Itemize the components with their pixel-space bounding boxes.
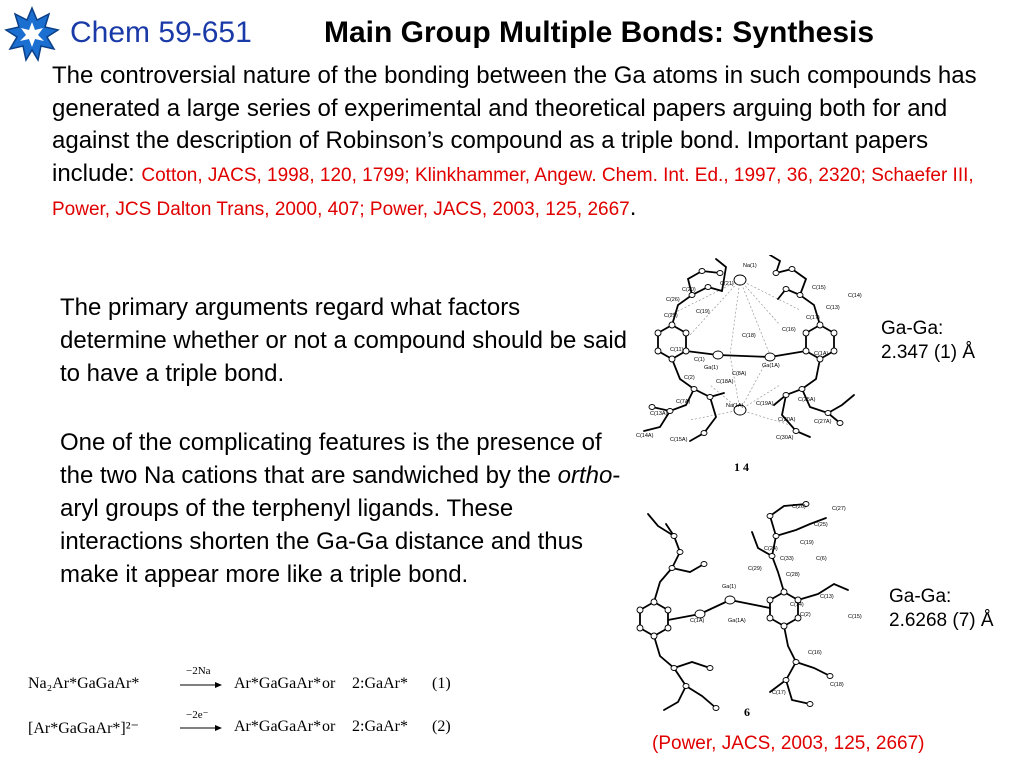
atom-label: C(17) <box>806 315 820 321</box>
reactant: Na₂Ar*GaGaAr* <box>28 675 140 692</box>
atom-label: C(28) <box>786 572 800 578</box>
ga-ga-caption-1 <box>881 317 975 365</box>
atom-label: C(33) <box>780 556 794 562</box>
atom-label: C(29) <box>748 566 762 572</box>
atom-label: C(30A) <box>776 435 794 441</box>
equation-number: (2) <box>432 718 451 735</box>
or-text: or <box>322 675 336 692</box>
atom-label: C(1) <box>694 357 705 363</box>
atom-label: C(26) <box>792 504 806 510</box>
caption-line: Ga-Ga: <box>881 318 944 339</box>
reaction-arrow-icon <box>180 665 222 695</box>
atom-label: C(27) <box>832 506 846 512</box>
atom-label: C(14) <box>848 293 862 299</box>
atom-label: C(1A) <box>690 618 705 624</box>
intro-text: The controversial nature of the bonding between the Ga atoms in such compounds has generated a large series of experimental and theoretical papers arguing both for and against the description of Robinson’s compound as a triple bond. Important papers include: <box>52 62 977 187</box>
intro-paragraph <box>52 60 982 227</box>
atom-label: C(21) <box>720 281 734 287</box>
atom-label: C(25A) <box>798 397 816 403</box>
slide-title: Main Group Multiple Bonds: Synthesis <box>324 16 875 49</box>
atom-label: C(16) <box>808 650 822 656</box>
crystal-structure-14 <box>630 255 870 477</box>
crystal-structure-6 <box>620 490 870 720</box>
arguments-paragraph: The primary arguments regard what factors determine whether or not a compound should be said to have a triple bond. <box>60 294 628 387</box>
atom-label: C(25) <box>814 522 828 528</box>
atom-label: Na(1A) <box>726 403 744 409</box>
atom-label: C(7A) <box>676 399 691 405</box>
atom-label: C(15A) <box>670 437 688 443</box>
arrow-label: −2Na <box>186 665 211 677</box>
atom-label: C(11) <box>670 347 684 353</box>
course-code: Chem 59-651 <box>70 16 252 49</box>
para2-italic: ortho <box>557 462 613 489</box>
atom-label: C(13) <box>820 594 834 600</box>
caption-value: 2.6268 (7) Å <box>889 610 994 631</box>
structure-label: 1 4 <box>734 460 749 474</box>
alternative-product: 2:GaAr* <box>352 718 408 735</box>
atom-label: C(13) <box>826 305 840 311</box>
caption-line: Ga-Ga: <box>889 586 952 607</box>
atom-label: C(25) <box>664 313 678 319</box>
or-text: or <box>322 718 336 735</box>
complications-paragraph <box>60 426 640 591</box>
atom-label: C(6) <box>816 556 827 562</box>
atom-label: C(19A) <box>756 401 774 407</box>
atom-label: Ga(1A) <box>762 363 780 369</box>
atom-label: C(18) <box>742 333 756 339</box>
atom-label: C(19) <box>696 309 710 315</box>
atom-label: C(26) <box>666 297 680 303</box>
atom-label: C(20A) <box>778 417 796 423</box>
intro-end: . <box>629 194 637 221</box>
product: Ar*GaGaAr* <box>234 718 322 735</box>
alternative-product: 2:GaAr* <box>352 675 408 692</box>
caption-value: 2.347 (1) Å <box>881 342 975 363</box>
atom-label: C(8A) <box>732 371 747 377</box>
atom-label: C(15) <box>848 614 862 620</box>
reactant: [Ar*GaGaAr*]²⁻ <box>28 720 139 737</box>
atom-label: C(13A) <box>650 411 668 417</box>
atom-label: Ga(1) <box>722 584 737 590</box>
ga-ga-caption-2 <box>889 585 994 633</box>
atom-label: C(18A) <box>716 379 734 385</box>
atom-label: C(14A) <box>636 433 654 439</box>
atom-label: C(24) <box>764 546 778 552</box>
para2-before: One of the complicating features is the presence of the two Na cations that are sandwiched by the <box>60 429 602 489</box>
atom-label: Ga(1) <box>704 365 719 371</box>
atom-label: C(2) <box>800 612 811 618</box>
atom-label: C(1A) <box>814 351 829 357</box>
references-text: Cotton, JACS, 1998, 120, 1799; Klinkhammer, Angew. Chem. Int. Ed., 1997, 36, 2320; Schaefer III, Power, JCS Dalton Trans, 2000, 407; Power, JACS, 2003, 125, 2667 <box>52 164 974 220</box>
para2-after: -aryl groups of the terphenyl ligands. These interactions shorten the Ga-Ga distance and thus make it appear more like a triple bond. <box>60 462 621 588</box>
source-citation: (Power, JACS, 2003, 125, 2667) <box>652 733 925 754</box>
atom-label: C(2) <box>684 375 695 381</box>
product: Ar*GaGaAr* <box>234 675 322 692</box>
maple-leaf-logo-icon <box>4 6 60 62</box>
atom-label: C(16) <box>782 327 796 333</box>
reaction-arrow-icon <box>180 709 222 738</box>
atom-label: C(15) <box>812 285 826 291</box>
atom-label: C(19) <box>800 540 814 546</box>
atom-label: C(18) <box>830 682 844 688</box>
arrow-label: −2e⁻ <box>186 709 209 721</box>
atom-label: Ga(1A) <box>728 618 746 624</box>
atom-label: C(17) <box>772 690 786 696</box>
equation-number: (1) <box>432 675 451 692</box>
atom-label: C(20) <box>682 287 696 293</box>
atom-label: Na(1) <box>743 263 757 269</box>
atom-label: C(14) <box>790 602 804 608</box>
atom-label: C(27A) <box>814 419 832 425</box>
structure-label: 6 <box>744 705 750 719</box>
